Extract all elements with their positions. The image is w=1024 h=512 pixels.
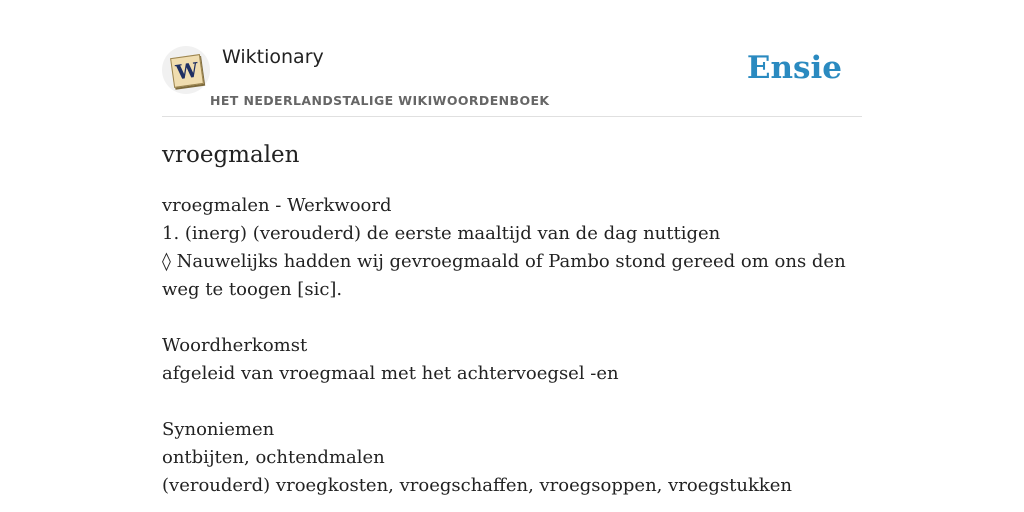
etymology-heading: Woordherkomst [162,335,308,356]
spacer [162,304,862,332]
synonyms-heading: Synoniemen [162,419,275,440]
synonyms-line: (verouderd) vroegkosten, vroegschaffen, vroegsoppen, vroegstukken [162,475,793,496]
entry-content [162,192,862,500]
entry-main [162,138,862,500]
example-sentence: ◊ Nauwelijks hadden wij gevroegmaald of Pambo stond gereed om ons den weg te toogen [sic]. [162,251,846,300]
spacer [162,388,862,416]
definition-line: 1. (inerg) (verouderd) de eerste maaltijd van de dag nuttigen [162,223,721,244]
ensie-brand-link[interactable]: Ensie [746,50,842,86]
site-title[interactable]: Wiktionary [222,46,324,68]
site-header [162,0,862,117]
wiktionary-logo-icon: W [170,54,204,88]
wiktionary-logo[interactable] [162,46,210,94]
etymology-text: afgeleid van vroegmaal met het achtervoegsel -en [162,363,619,384]
synonyms-line: ontbijten, ochtendmalen [162,447,385,468]
page-title: vroegmalen [162,142,300,168]
site-subtitle: HET NEDERLANDSTALIGE WIKIWOORDENBOEK [210,93,550,108]
part-of-speech-line: vroegmalen - Werkwoord [162,195,392,216]
